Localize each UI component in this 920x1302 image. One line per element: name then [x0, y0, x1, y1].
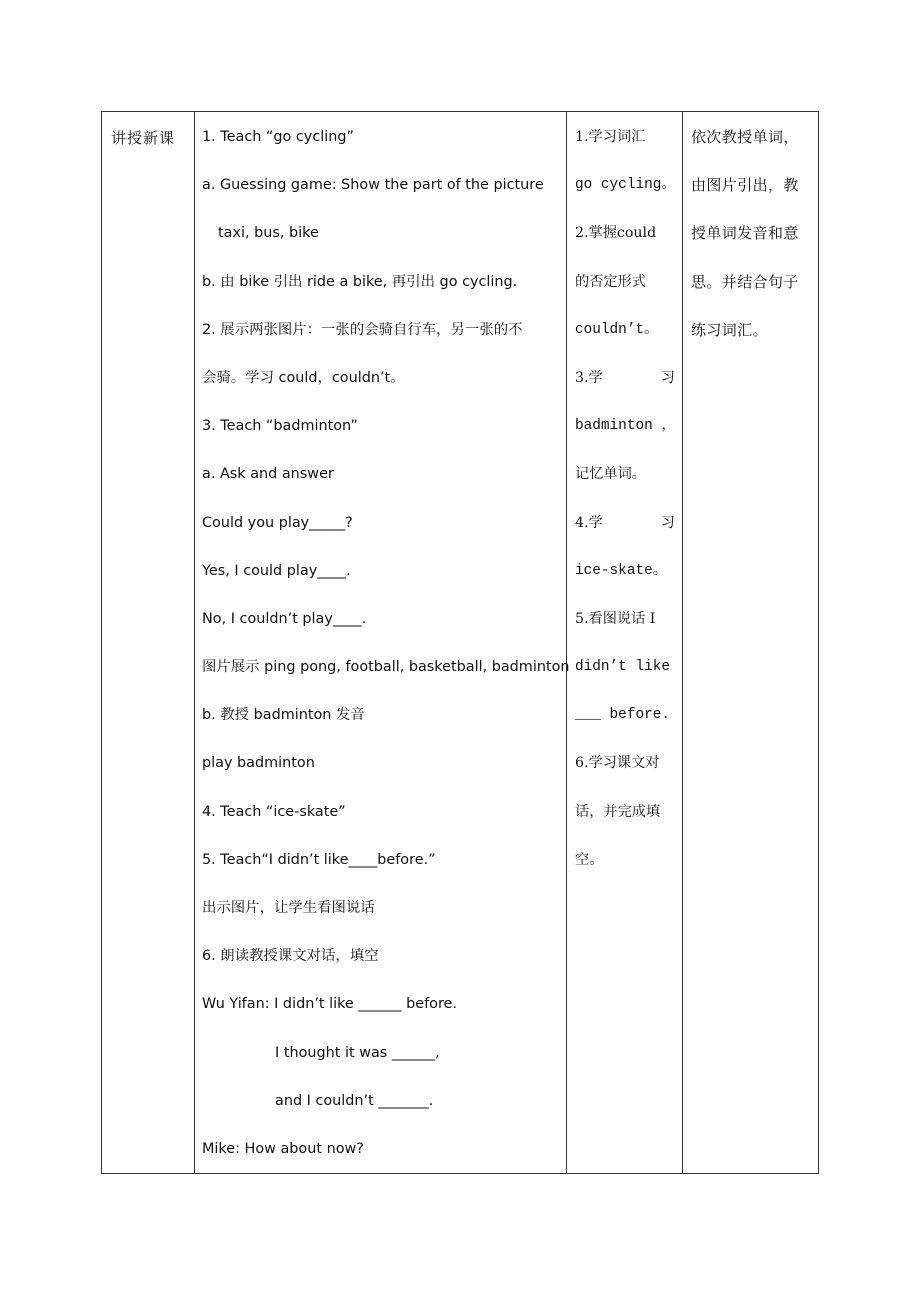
student-activities-cell	[566, 112, 682, 1173]
intent-line: 授单词发音和意	[691, 224, 799, 243]
step-line: 6. 朗读教授课文对话，填空	[202, 948, 379, 965]
activity-text: 3.学	[575, 369, 603, 386]
activity-text: 习	[660, 514, 675, 531]
activity-line: didn’t like	[575, 659, 670, 676]
step-line: 2. 展示两张图片：一张的会骑自行车，另一张的不	[202, 321, 523, 338]
activity-line: 2.掌握could	[575, 225, 657, 242]
step-line: Mike: How about now?	[202, 1140, 364, 1157]
activity-text: 习	[660, 369, 675, 386]
activity-line: couldn’t。	[575, 321, 659, 338]
step-line: 出示图片，让学生看图说话	[202, 900, 375, 916]
step-line: a. Ask and answer	[202, 466, 334, 483]
lesson-plan-table	[101, 111, 819, 1174]
step-line: No, I couldn’t play____.	[202, 610, 367, 627]
step-line: 3. Teach “badminton”	[202, 418, 358, 435]
activity-text: 4.学	[575, 514, 603, 531]
activity-line: go cycling。	[575, 177, 676, 194]
step-line: 会骑。学习 could，couldn’t。	[202, 369, 405, 386]
step-line: 4. Teach “ice-skate”	[202, 803, 346, 820]
step-line: taxi, bus, bike	[218, 225, 319, 242]
activity-line: 的否定形式	[575, 273, 646, 290]
activity-line: 记忆单词。	[575, 466, 646, 483]
activity-line: 6.学习课文对	[575, 755, 660, 772]
intent-line: 由图片引出，教	[691, 176, 799, 195]
step-line: 1. Teach “go cycling”	[202, 129, 354, 145]
section-label: 讲授新课	[111, 129, 176, 147]
step-line: Wu Yifan: I didn’t like ______ before.	[202, 996, 457, 1013]
teaching-steps-cell	[194, 112, 570, 1173]
activity-line: 话，并完成填	[575, 803, 661, 820]
intent-line: 思。并结合句子	[691, 272, 799, 291]
activity-line	[575, 513, 675, 561]
step-line: b. 教授 badminton 发音	[202, 707, 365, 724]
step-line: Yes, I could play____.	[202, 562, 351, 579]
step-line: and I couldn’t _______.	[275, 1092, 434, 1109]
activity-line: 空。	[575, 851, 604, 868]
step-line: 5. Teach“I didn’t like____before.”	[202, 851, 436, 868]
activity-line: ___ before.	[575, 707, 670, 724]
activity-line: ice-skate。	[575, 562, 668, 579]
step-line: Could you play_____?	[202, 514, 353, 531]
step-line: play badminton	[202, 755, 315, 772]
section-label-cell	[102, 112, 194, 1173]
step-line: b. 由 bike 引出 ride a bike, 再引出 go cycling.	[202, 273, 518, 290]
activity-line: 5.看图说话 I	[575, 610, 656, 627]
step-line: 图片展示 ping pong, football, basketball, badminton	[202, 659, 570, 676]
step-line: a. Guessing game: Show the part of the picture	[202, 177, 544, 194]
intent-line: 依次教授单词，	[691, 128, 799, 146]
intent-line: 练习词汇。	[691, 320, 769, 339]
step-line: I thought it was ______,	[275, 1044, 440, 1061]
activity-line: badminton ，	[575, 418, 676, 435]
design-intent-cell	[682, 112, 820, 1173]
activity-line: 1.学习词汇	[575, 129, 646, 145]
activity-line	[575, 368, 675, 416]
